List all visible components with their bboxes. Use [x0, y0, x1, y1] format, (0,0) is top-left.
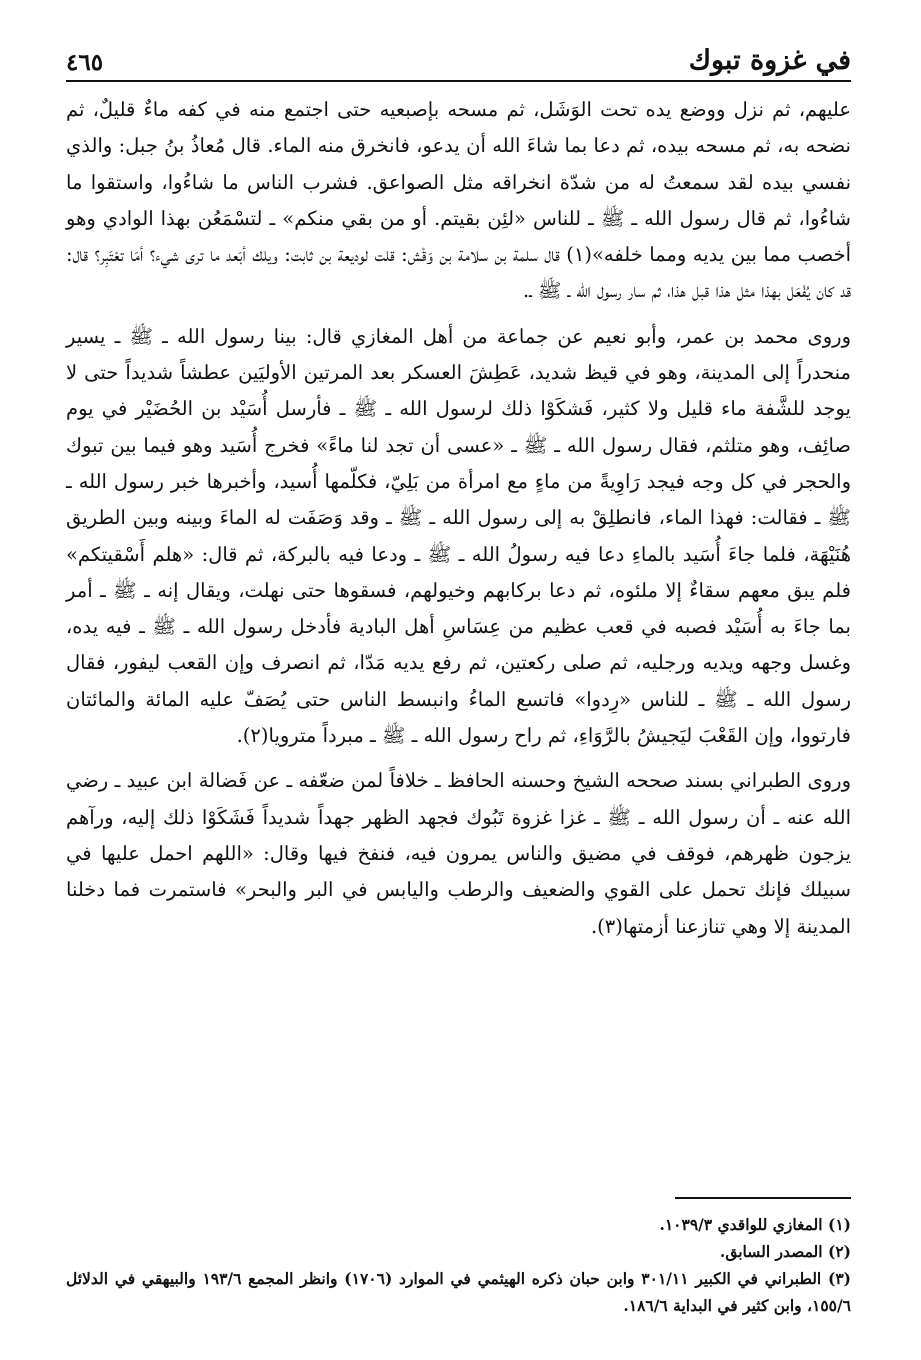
footnote-2: (٢) المصدر السابق.: [719, 1242, 851, 1261]
paragraph-3: وروى الطبراني بسند صححه الشيخ وحسنه الحافظ ـ خلافاً لمن ضعّفه ـ عن فَضالة ابن عبيد ـ رضي الله عنه ـ أن رسول الله ـ ﷺ ـ غزا غزوة تَبُوك فجهد الظهر جهداً شديداً فَشَكَوْا ذلك إليه، ورآهم يزجون ظهرهم، فوقف في مضيق والناس يمرون فيه، فنفخ فيها وقال: «اللهم احمل عليها في سبيلك فإنك تحمل على القوي والضعيف والرطب واليابس في البر والبحر» فاستمرت فما دخلنا المدينة إلا وهي تنازعنا أزمتها(٣).: [66, 769, 851, 938]
footnotes: [66, 1197, 851, 1319]
footnote-1: (١) المغازي للواقدي ١٠٣٩/٣.: [659, 1215, 851, 1234]
main-text: [66, 92, 851, 945]
chapter-title: في غزوة تبوك: [688, 45, 851, 76]
page-number: ٤٦٥: [66, 49, 104, 76]
running-header: [66, 32, 851, 82]
paragraph-2: وروى محمد بن عمر، وأبو نعيم عن جماعة من أهل المغازي قال: بينا رسول الله ـ ﷺ ـ يسير منحدراً إلى المدينة، وهو في قيظ شديد، عَطِشَ العسكر بعد المرتين الأوليَين عطشاً شديداً حتى لا يوجد للشَّفة ماء قليل ولا كثير، فَشكَوْا ذلك لرسول الله ـ ﷺ ـ فأرسل أُسَيْد بن الحُضَيْر في يوم صائِف، وهو متلثم، فقال رسول الله ـ ﷺ ـ «عسى أن تجد لنا ماءً» فخرج أُسَيد وهو فيما بين تبوك والحجر في كل وجه فيجد رَاوِيةً من ماءٍ مع امرأة من بَلِيّ، فكلّمها أُسيد، وأخبرها خبر رسول الله ـ ﷺ ـ فقالت: فهذا الماء، فانطلِقْ به إلى رسول الله ـ ﷺ ـ وقد وَصَفَت له الماءَ وبينه وبين الطريق هُنَيْهَة، فلما جاءَ أُسَيد بالماءِ دعا فيه رسولُ الله ـ ﷺ ـ ودعا فيه بالبركة، ثم قال: «هلم أَسْقيتكم» فلم يبق معهم سقاءٌ إلا ملئوه، ثم دعا بركابهم وخيولهم، فسقوها حتى نهلت، ويقال إنه ـ ﷺ ـ أمر بما جاءَ به أُسَيْد فصبه في قعب عظيم من عِسَاسِ أهل البادية فأدخل رسول الله ـ ﷺ ـ فيه يده، وغسل وجهه ويديه ورجليه، ثم صلى ركعتين، ثم رفع يديه مَدّا، ثم انصرف وإن القعب ليفور، فقال رسول الله ـ ﷺ ـ للناس «رِدوا» فاتسع الماءُ وانبسط الناس حتى يُصَفّ عليه المائة والمائتان فارتووا، وإن القَعْبَ ليَجيشُ بالرَّوَاءِ، ثم راح رسول الله ـ ﷺ ـ مبرداً مترويا(٢).: [66, 324, 851, 748]
paragraph-1: عليهم، ثم نزل ووضع يده تحت الوَشَل، ثم مسحه بإصبعيه حتى اجتمع منه في كفه ماءٌ قليلٌ، ثم نضحه به، ثم مسحه بيده، ثم دعا بما شاءَ الله أن يدعو، فانخرق منه الماء. قال مُعاذُ بنُ جبل: والذي نفسي بيده لقد سمعتُ له من شدّة انخراقه مثل الصواعق. فشرب الناس ما شاءُوا، واستقوا ما شاءُوا، ثم قال رسول الله ـ ﷺ ـ للناس «لئِن بقيتم. أو من بقي منكم» ـ لتسْمَعُن بهذا الوادي وهو أخصب مما بين يديه ومما خلفه»(١) قال سلمة بن سلامة بن وَقْش: قلت لوديعة بن ثابت: ويلك أبَعد ما ترى شيء؟ أمَا تعْتَبِر؟ قال: قد كان يُفْعَل بهذا مثل هذا قبل هذا، ثم سار رسول الله ـ ﷺ ـ.: [66, 98, 852, 303]
footnote-divider: [675, 1197, 851, 1199]
footnote-3: (٣) الطبراني في الكبير ٣٠١/١١ وابن حبان ذكره الهيثمي في الموارد (١٧٠٦) وانظر المجمع ١٩٣/٦ والبيهقي في الدلائل ١٥٥/٦، وابن كثير في البداية ١٨٦/٦.: [66, 1269, 851, 1315]
